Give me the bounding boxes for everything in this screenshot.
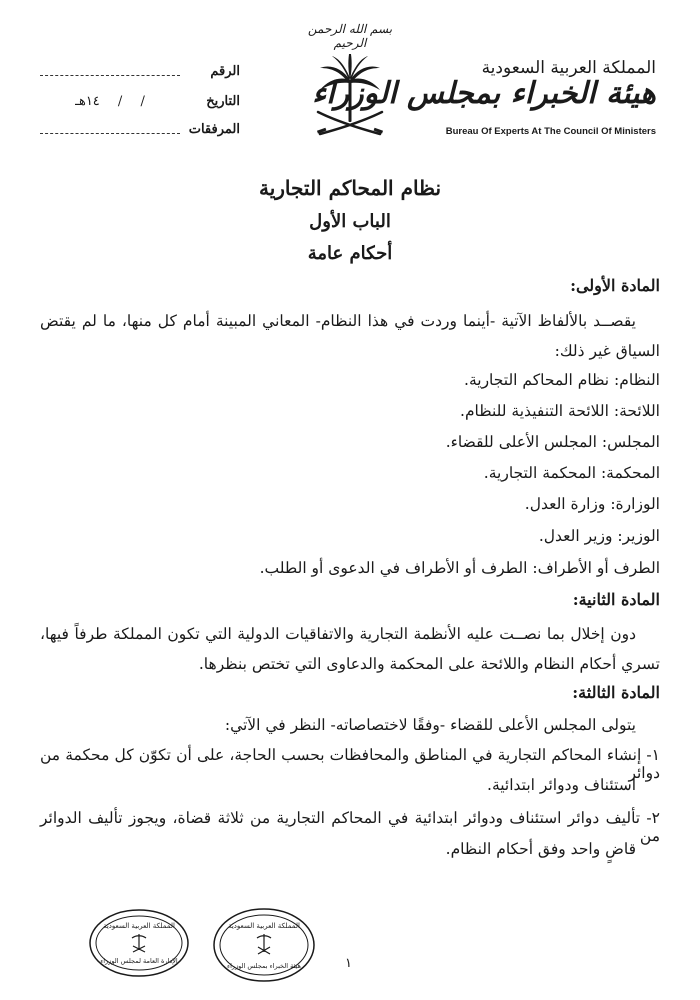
article3-item2-line2: قاضٍ واحد وفق أحكام النظام. bbox=[445, 840, 636, 858]
article1-heading: المادة الأولى: bbox=[570, 276, 660, 295]
seal1-bottom-text: الإدارة العامة لمجلس الوزراء bbox=[100, 957, 178, 965]
definition-item: الوزارة: وزارة العدل. bbox=[524, 495, 660, 513]
article1-intro-line1: يقصــد بالألفاظ الآتية -أينما وردت في هذا النظام- المعاني المبينة أمام كل منها، ما لم يقتض bbox=[40, 312, 636, 330]
definition-item: الطرف أو الأطراف: الطرف أو الأطراف في الدعوى أو الطلب. bbox=[259, 559, 660, 577]
article3-item1-line2: استئناف ودوائر ابتدائية. bbox=[487, 776, 636, 794]
article3-item2-line1: ٢- تأليف دوائر استئناف ودوائر ابتدائية في المحاكم التجارية من ثلاثة قضاة، ويجوز تأليف الدوائر من bbox=[40, 809, 660, 845]
page-number: ١ bbox=[345, 956, 352, 971]
article3-heading: المادة الثالثة: bbox=[572, 683, 660, 702]
org-english-name: Bureau Of Experts At The Council Of Ministers bbox=[445, 126, 656, 137]
date-value: / / ١٤هـ bbox=[75, 94, 145, 109]
article2-line2: تسري أحكام النظام واللائحة على المحكمة والدعاوى التي تختص بنظرها. bbox=[198, 655, 660, 673]
definition-item: الوزير: وزير العدل. bbox=[538, 527, 660, 545]
seal1-top-text: المملكة العربية السعودية bbox=[103, 922, 175, 930]
attachments-line bbox=[40, 133, 180, 134]
article3-intro: يتولى المجلس الأعلى للقضاء -وفقًا لاختصاصاته- النظر في الآتي: bbox=[224, 716, 636, 734]
official-seal-stamp bbox=[212, 906, 316, 984]
org-name-logo: هيئة الخبراء بمجلس الوزراء bbox=[312, 76, 656, 111]
chapter-title: الباب الأول bbox=[309, 211, 391, 232]
article2-heading: المادة الثانية: bbox=[572, 590, 660, 609]
official-seal-stamp bbox=[88, 908, 190, 978]
org-kingdom: المملكة العربية السعودية bbox=[481, 58, 656, 78]
number-label: الرقم bbox=[210, 64, 240, 79]
date-label: التاريخ bbox=[206, 94, 240, 109]
seal2-bottom-text: هيئة الخبراء بمجلس الوزراء bbox=[227, 962, 301, 970]
chapter-subtitle: أحكام عامة bbox=[307, 243, 393, 264]
attachments-field bbox=[40, 122, 240, 142]
seal2-top-text: المملكة العربية السعودية bbox=[228, 922, 300, 930]
definition-item: اللائحة: اللائحة التنفيذية للنظام. bbox=[460, 402, 660, 420]
attachments-label: المرفقات bbox=[188, 122, 240, 137]
article1-intro-line2: السياق غير ذلك: bbox=[554, 342, 660, 360]
number-line bbox=[40, 75, 180, 76]
definition-item: المحكمة: المحكمة التجارية. bbox=[483, 464, 660, 482]
article2-line1: دون إخلال بما نصــت عليه الأنظمة التجارية والاتفاقيات الدولية التي تكون المملكة طرفاً فيها، bbox=[40, 625, 636, 643]
definition-item: المجلس: المجلس الأعلى للقضاء. bbox=[445, 433, 660, 451]
document-title: نظام المحاكم التجارية bbox=[258, 176, 442, 200]
number-field bbox=[40, 64, 240, 84]
date-field bbox=[40, 94, 240, 114]
definition-item: النظام: نظام المحاكم التجارية. bbox=[464, 371, 660, 389]
article3-item1-line1: ١- إنشاء المحاكم التجارية في المناطق والمحافظات بحسب الحاجة، على أن تكوّن كل محكمة من دوائر bbox=[40, 746, 660, 782]
basmala: بسم الله الرحمن الرحيم bbox=[307, 22, 393, 50]
